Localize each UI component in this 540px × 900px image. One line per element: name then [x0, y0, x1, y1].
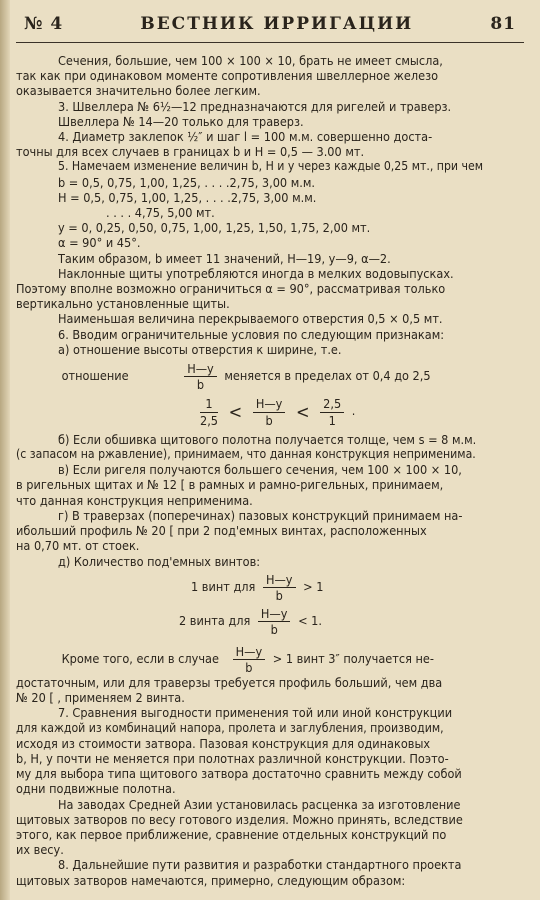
- formula-text: меняется в пределах от 0,4 до 2,5: [224, 368, 431, 384]
- fraction-numerator: H—y: [233, 644, 266, 660]
- text-line: b, H, y почти не меняется при полотнах различной конструкции. Поэто-: [16, 750, 449, 766]
- text-line: (с запасом на ржавление), принимаем, что данная конструкция неприменима.: [16, 447, 476, 462]
- text-line: так как при одинаковом моменте сопротивления швеллерное железо: [16, 68, 439, 84]
- text-line: b = 0,5, 0,75, 1,00, 1,25, . . . .2,75, 3,00 м.м.: [58, 174, 316, 190]
- text-line: исходя из стоимости затвора. Пазовая конструкция для одинаковых: [16, 735, 431, 751]
- lower-bound-fraction: [200, 396, 218, 427]
- fraction-denominator: b: [245, 659, 253, 675]
- text-line: Швеллера № 14—20 только для траверз.: [58, 113, 304, 129]
- upper-bound-fraction: [320, 396, 344, 427]
- text-line: 6. Вводим ограничительные условия по следующим признакам:: [58, 326, 445, 342]
- formula-end: .: [351, 403, 356, 419]
- text-line: одни подвижные полотна.: [16, 781, 176, 797]
- formula-label: отношение: [61, 368, 129, 384]
- issue-number: № 4: [24, 14, 64, 34]
- text-line: б) Если обшивка щитового полотна получается толще, чем s = 8 м.м.: [58, 431, 477, 447]
- text-line: 8. Дальнейшие пути развития и разработки стандартного проекта: [58, 857, 462, 873]
- text-line: y = 0, 0,25, 0,50, 0,75, 1,00, 1,25, 1,50, 1,75, 2,00 мт.: [58, 220, 371, 236]
- fraction-numerator: H—y: [253, 396, 286, 412]
- article-body: [16, 53, 524, 888]
- text-line: Сечения, большие, чем 100 × 100 × 10, брать не имеет смысла,: [58, 53, 443, 68]
- text-line: 5. Намечаем изменение величин b, H и y через каждые 0,25 мт., при чем: [58, 159, 484, 174]
- fraction-denominator: b: [196, 377, 205, 393]
- text-line: ибольший профиль № 20 [ при 2 под'емных винтах, расположенных: [16, 523, 427, 539]
- text-line: На заводах Средней Азии установилась расценка за изготовление: [58, 796, 461, 812]
- page-header: [16, 6, 524, 43]
- text-line: H = 0,5, 0,75, 1,00, 1,25, . . . .2,75, 3,00 м.м.: [58, 189, 317, 205]
- fraction-denominator: 2,5: [200, 412, 219, 428]
- formula-text: > 1: [303, 578, 324, 594]
- text-line: вертикально установленные щиты.: [16, 296, 230, 312]
- formula-label: Кроме того, если в случае: [61, 650, 219, 666]
- condition-row: [16, 644, 524, 675]
- text-line: этого, как первое приближение, сравнение отдельных конструкций по: [16, 826, 447, 842]
- text-line: Наименьшая величина перекрываемого отверстия 0,5 × 0,5 мт.: [58, 311, 443, 327]
- formula-label: 2 винта для: [179, 613, 251, 629]
- fraction-numerator: H—y: [184, 361, 217, 377]
- text-line: 3. Швеллера № 6½—12 предназначаются для ригелей и траверз.: [58, 98, 452, 114]
- text-line: щитовых затворов по весу готового изделия. Можно принять, вследствие: [16, 811, 463, 827]
- text-line: 7. Сравнения выгодности применения той или иной конструкции: [58, 705, 453, 721]
- text-line: д) Количество под'емных винтов:: [58, 553, 261, 569]
- text-line: Таким образом, b имеет 11 значений, H—19, y—9, α—2.: [58, 250, 391, 266]
- journal-title: ВЕСТНИК ИРРИГАЦИИ: [140, 14, 414, 34]
- text-line: а) отношение высоты отверстия к ширине, т.е.: [58, 341, 342, 357]
- one-screw-row: [16, 572, 524, 603]
- ratio-formula-row: [16, 361, 524, 392]
- formula-label: 1 винт для: [191, 578, 256, 594]
- inequality-row: [16, 396, 524, 427]
- text-line: на 0,70 мт. от стоек.: [16, 538, 140, 554]
- less-than-sign: <: [228, 401, 243, 423]
- fraction-denominator: 1: [328, 412, 336, 428]
- fraction-numerator: H—y: [263, 572, 296, 588]
- text-line: му для выбора типа щитового затвора достаточно сравнить между собой: [16, 766, 462, 782]
- ratio-fraction: [258, 606, 291, 637]
- text-line: их весу.: [16, 842, 64, 858]
- text-line: в) Если ригеля получаются большего сечения, чем 100 × 100 × 10,: [58, 462, 462, 478]
- text-line: точны для всех случаев в границах b и H = 0,5 — 3.00 мт.: [16, 144, 365, 160]
- text-line: α = 90° и 45°.: [58, 235, 141, 251]
- text-line: № 20 [ , применяем 2 винта.: [16, 690, 185, 706]
- two-screw-row: [16, 606, 524, 637]
- text-line: достаточным, или для траверзы требуется профиль больший, чем два: [16, 674, 443, 690]
- text-line: . . . . 4,75, 5,00 мт.: [106, 205, 215, 221]
- less-than-sign: <: [295, 401, 310, 423]
- text-line: 4. Диаметр заклепок ½″ и шаг l = 100 м.м. совершенно доста-: [58, 129, 433, 145]
- ratio-fraction: [253, 396, 286, 427]
- text-line: г) В траверзах (поперечинах) пазовых конструкций принимаем на-: [58, 507, 463, 523]
- text-line: для каждой из комбинаций напора, пролета и заглубления, производим,: [16, 720, 444, 735]
- page-number: 81: [490, 14, 516, 34]
- fraction-denominator: b: [265, 412, 273, 428]
- text-line: в ригельных щитах и № 12 [ в рамных и рамно-ригельных, принимаем,: [16, 477, 444, 493]
- ratio-fraction: [233, 644, 266, 675]
- fraction-numerator: H—y: [258, 606, 291, 622]
- text-line: щитовых затворов намечаются, примерно, следующим образом:: [16, 872, 406, 888]
- fraction-numerator: 2,5: [320, 396, 344, 412]
- text-line: что данная конструкция неприменима.: [16, 492, 253, 508]
- ratio-fraction: [184, 361, 217, 392]
- formula-text: > 1 винт 3″ получается не-: [272, 650, 434, 666]
- fraction-numerator: 1: [200, 396, 218, 412]
- fraction-denominator: b: [270, 622, 278, 638]
- ratio-fraction: [263, 572, 296, 603]
- text-line: Поэтому вполне возможно ограничиться α = 90°, рассматривая только: [16, 281, 446, 297]
- formula-text: < 1.: [298, 613, 322, 629]
- text-line: оказывается значительно более легким.: [16, 83, 261, 99]
- text-line: Наклонные щиты употребляются иногда в мелких водовыпусках.: [58, 265, 454, 281]
- fraction-denominator: b: [275, 587, 283, 603]
